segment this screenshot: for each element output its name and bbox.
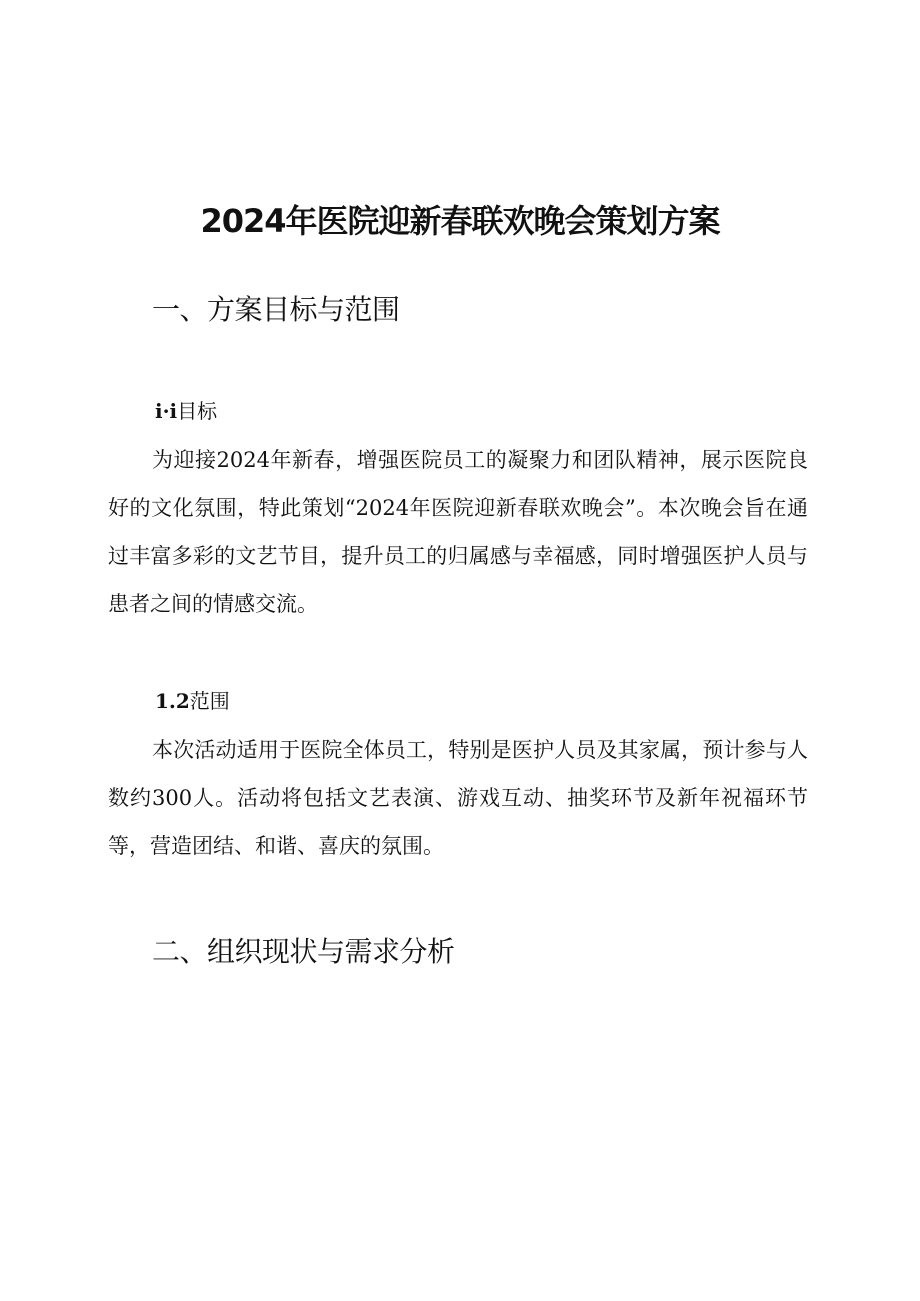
subsection-title: 范围 [189, 689, 230, 713]
subsection-heading-1-2 [155, 686, 230, 716]
subsection-number: 1.2 [155, 689, 190, 713]
paragraph-goal: 为迎接2024年新春，增强医院员工的凝聚力和团队精神，展示医院良好的文化氛围，特此策划“2024年医院迎新春联欢晚会”。本次晚会旨在通过丰富多彩的文艺节目，提升员工的归属感与幸福感，同时增强医护人员与患者之间的情感交流。 [108, 448, 808, 616]
section-heading-1: 一、方案目标与范围 [152, 293, 400, 326]
subsection-title: 目标 [177, 399, 218, 423]
paragraph-scope: 本次活动适用于医院全体员工，特别是医护人员及其家属，预计参与人数约300人。活动将包括文艺表演、游戏互动、抽奖环节及新年祝福环节等，营造团结、和谐、喜庆的氛围。 [108, 738, 808, 858]
section-heading-2: 二、组织现状与需求分析 [152, 935, 455, 968]
subsection-number: i·i [155, 399, 178, 423]
subsection-heading-1-1 [155, 396, 217, 426]
document-title: 2024年医院迎新春联欢晚会策划方案 [200, 202, 720, 241]
